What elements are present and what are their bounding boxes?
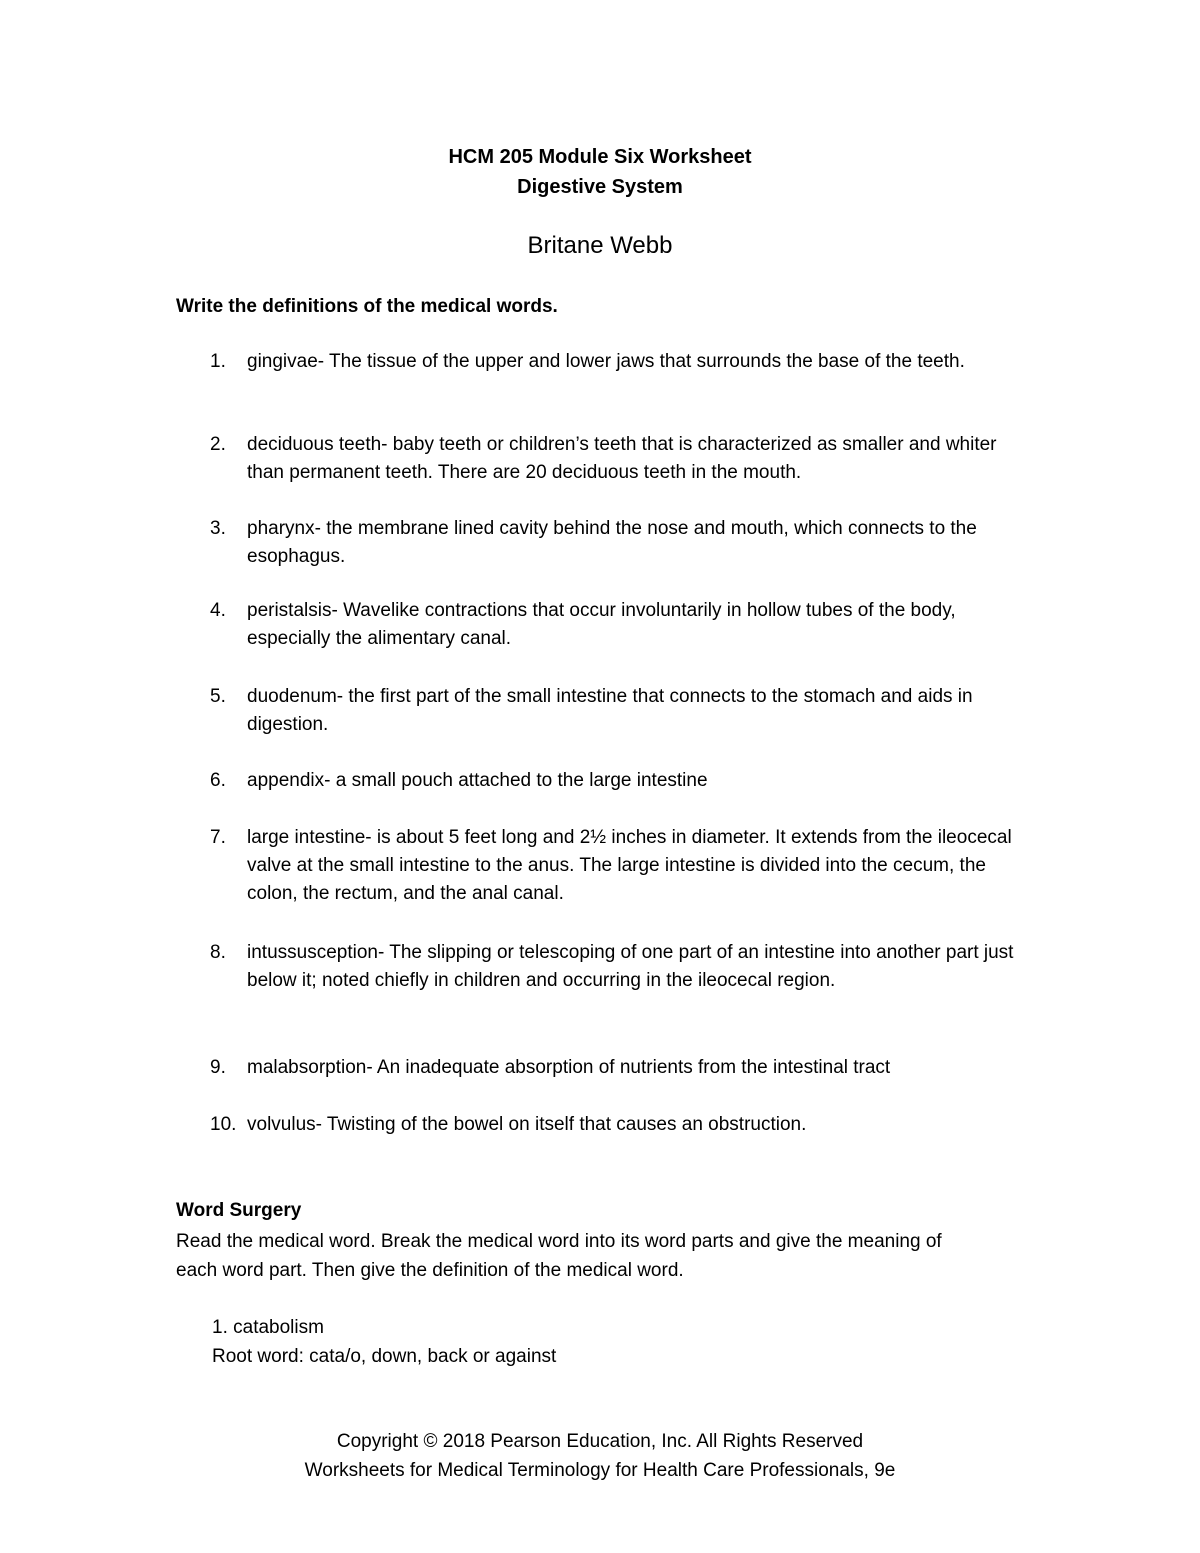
word-surgery-instructions: Read the medical word. Break the medical word into its word parts and give the meaning of each word part. Then give the definition of the medical word. <box>176 1231 942 1281</box>
word-surgery-item: 1. catabolism <box>212 1317 324 1338</box>
worksheet-title: HCM 205 Module Six Worksheet <box>448 146 752 168</box>
worksheet-subtitle: Digestive System <box>517 176 683 198</box>
definition-text: duodenum- the first part of the small intestine that connects to the stomach and aids in digestion. <box>247 686 973 735</box>
definition-number: 9. <box>210 1057 226 1078</box>
definition-text: peristalsis- Wavelike contractions that occur involuntarily in hollow tubes of the body, especially the alimentary canal. <box>247 600 956 649</box>
definition-text: appendix- a small pouch attached to the large intestine <box>247 770 708 791</box>
definition-number: 3. <box>210 518 226 539</box>
word-surgery-root: Root word: cata/o, down, back or against <box>212 1346 557 1367</box>
definition-text: large intestine- is about 5 feet long and 2½ inches in diameter. It extends from the ileocecal valve at the small intestine to the anus. The large intestine is divided into the cecum, the colon, the rectum, and the anal canal. <box>247 827 1012 904</box>
definition-text: intussusception- The slipping or telescoping of one part of an intestine into another part just below it; noted chiefly in children and occurring in the ileocecal region. <box>247 942 1014 991</box>
definition-number: 8. <box>210 942 226 963</box>
definition-text: deciduous teeth- baby teeth or children’s teeth that is characterized as smaller and whiter than permanent teeth. There are 20 deciduous teeth in the mouth. <box>247 434 997 483</box>
definition-text: pharynx- the membrane lined cavity behind the nose and mouth, which connects to the esophagus. <box>247 518 977 567</box>
definition-number: 6. <box>210 770 226 791</box>
word-surgery-title: Word Surgery <box>176 1200 302 1221</box>
definition-number: 7. <box>210 827 226 848</box>
definitions-instruction: Write the definitions of the medical words. <box>176 296 558 317</box>
definition-number: 4. <box>210 600 226 621</box>
definition-number: 1. <box>210 351 226 372</box>
definition-number: 2. <box>210 434 226 455</box>
author-name: Britane Webb <box>527 232 673 259</box>
definition-number: 5. <box>210 686 226 707</box>
definition-text: malabsorption- An inadequate absorption of nutrients from the intestinal tract <box>247 1057 891 1078</box>
definition-text: volvulus- Twisting of the bowel on itself that causes an obstruction. <box>247 1114 807 1135</box>
book-footer: Worksheets for Medical Terminology for Health Care Professionals, 9e <box>304 1460 896 1481</box>
definition-text: gingivae- The tissue of the upper and lower jaws that surrounds the base of the teeth. <box>247 351 965 372</box>
definition-number: 10. <box>210 1114 237 1135</box>
copyright-footer: Copyright © 2018 Pearson Education, Inc. All Rights Reserved <box>336 1431 864 1452</box>
